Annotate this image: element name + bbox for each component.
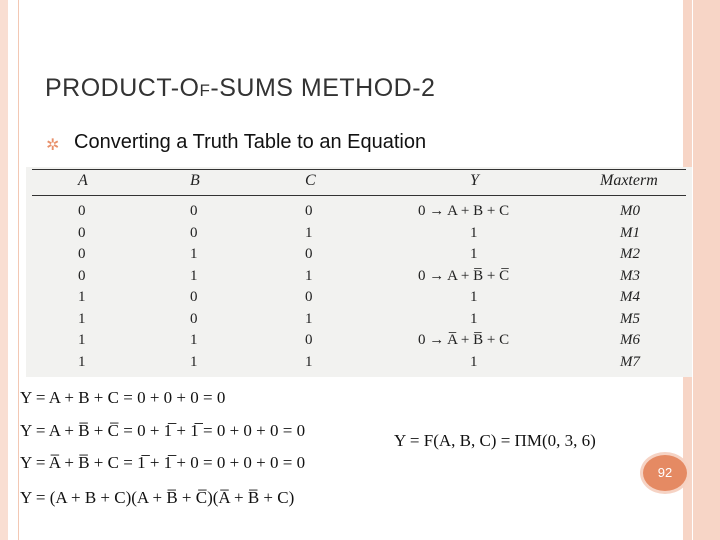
cell-b: 0 (190, 224, 198, 241)
cell-b: 0 (190, 310, 198, 327)
cell-y: 1 (470, 310, 478, 327)
cell-maxterm: M6 (620, 332, 640, 348)
cell-maxterm: M4 (620, 289, 640, 305)
header-c: C (305, 172, 316, 189)
cell-y: 1 (470, 353, 478, 370)
cell-c: 0 (305, 246, 313, 262)
equation-3: Y = A̅ + B̅ + C = 1̅ + 1̅ + 0 = 0 + 0 + 0 = 0 (20, 453, 306, 472)
cell-y: 1 (470, 224, 478, 241)
cell-a: 1 (78, 310, 86, 327)
equation-1: Y = A + B + C = 0 + 0 + 0 = 0 (20, 388, 226, 407)
cell-c: 1 (305, 353, 313, 370)
header-y: Y (470, 172, 479, 189)
title-part-1: PRODUCT-O (45, 74, 200, 102)
cell-a: 1 (78, 289, 86, 305)
cell-b: 1 (190, 332, 198, 348)
cell-b: 1 (190, 267, 198, 284)
cell-b: 0 (190, 203, 198, 219)
cell-y: 0 → A + B̅ + C̅ (418, 267, 510, 284)
cell-maxterm: M7 (620, 353, 640, 370)
cell-y: 1 (470, 246, 478, 262)
cell-y: 0 → A̅ + B̅ + C (418, 332, 510, 348)
gear-bullet-icon: ✲ (46, 137, 60, 154)
truth-table (26, 167, 692, 377)
cell-c: 1 (305, 310, 313, 327)
equation-2: Y = A + B̅ + C̅ = 0 + 1̅ + 1̅ = 0 + 0 + 0 = 0 (20, 421, 306, 440)
header-maxterm: Maxterm (600, 172, 658, 189)
cell-maxterm: M0 (620, 203, 640, 219)
header-b: B (190, 172, 200, 189)
cell-b: 1 (190, 353, 198, 370)
cell-c: 1 (305, 267, 313, 284)
cell-a: 0 (78, 203, 86, 219)
slide-title (45, 74, 435, 103)
bullet-text: Converting a Truth Table to an Equation (74, 131, 427, 153)
table-header-rule (32, 195, 686, 196)
equation-4: Y = (A + B + C)(A + B̅ + C̅)(A̅ + B̅ + C) (20, 488, 295, 507)
table-top-rule (32, 169, 686, 170)
cell-a: 0 (78, 224, 86, 241)
cell-c: 1 (305, 224, 313, 241)
cell-y: 0 → A + B + C (418, 203, 510, 219)
cell-maxterm: M3 (620, 267, 640, 284)
cell-maxterm: M2 (620, 246, 640, 262)
right-frame-line (692, 0, 693, 540)
cell-maxterm: M5 (620, 310, 640, 327)
cell-c: 0 (305, 289, 313, 305)
cell-b: 0 (190, 289, 198, 305)
cell-a: 1 (78, 332, 86, 348)
cell-a: 1 (78, 353, 86, 370)
left-frame-accent (0, 0, 8, 540)
cell-a: 0 (78, 246, 86, 262)
cell-c: 0 (305, 203, 313, 219)
header-a: A (78, 172, 88, 189)
result-equation: Y = F(A, B, C) = ΠM(0, 3, 6) (394, 431, 596, 450)
title-part-2: -SUMS METHOD-2 (210, 74, 436, 102)
cell-y: 1 (470, 289, 478, 305)
cell-b: 1 (190, 246, 198, 262)
title-part-small: F (199, 81, 211, 100)
cell-maxterm: M1 (620, 224, 640, 241)
cell-c: 0 (305, 332, 313, 348)
page-number-badge: 92 (640, 452, 690, 494)
cell-a: 0 (78, 267, 86, 284)
